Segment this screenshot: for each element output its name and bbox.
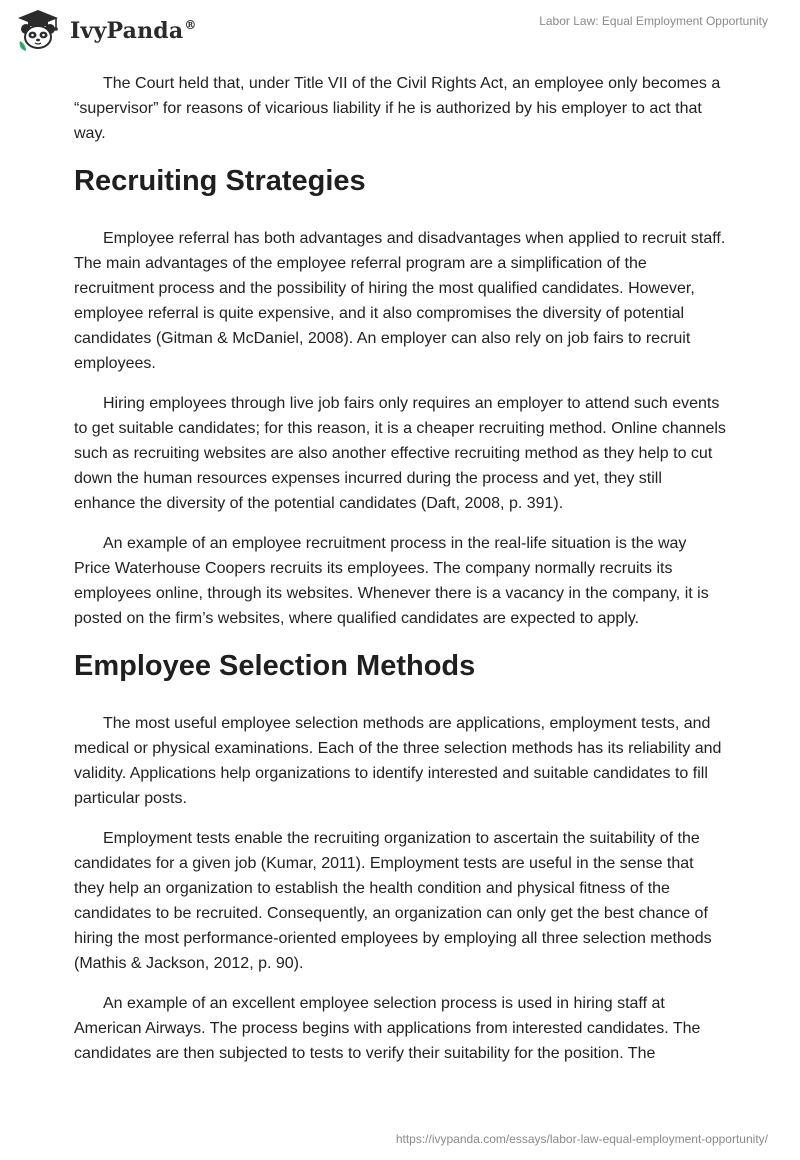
paragraph: An example of an employee recruitment process in the real-life situation is the way Price Waterhouse Coopers recruits its employees. The company normally recruits its employees online, through its websites. Whenever there is a vacancy in the company, it is posted on the firm’s websites, where qualified candidates are expected to apply. bbox=[74, 535, 709, 627]
source-url[interactable]: https://ivypanda.com/essays/labor-law-equal-employment-opportunity/ bbox=[395, 1132, 768, 1146]
intro-paragraph: The Court held that, under Title VII of the Civil Rights Act, an employee only becomes a “supervisor” for reasons of vicarious liability if he is authorized by his employer to act that way. bbox=[74, 75, 721, 142]
panda-graduate-icon bbox=[14, 7, 62, 55]
document-title: Labor Law: Equal Employment Opportunity bbox=[539, 14, 768, 28]
paragraph: Hiring employees through live job fairs only requires an employer to attend such events to get suitable candidates; for this reason, it is a cheaper recruiting method. Online channels such as recruiting websites are also another effective recruiting method as they help to cut down the human resources expenses incurred during the process and yet, they still enhance the diversity of the potential candidates (Daft, 2008, p. 391). bbox=[74, 395, 726, 512]
section-heading-employee-selection-methods: Employee Selection Methods bbox=[74, 650, 476, 682]
registered-mark: ® bbox=[184, 18, 197, 32]
paragraph: An example of an excellent employee selection process is used in hiring staff at American Airways. The process begins with applications from interested candidates. The candidates are then subjected to tests to verify their suitability for the position. The bbox=[74, 995, 701, 1062]
paragraph: The most useful employee selection methods are applications, employment tests, and medical or physical examinations. Each of the three selection methods has its reliability and validity. Applications help organizations to identify interested and suitable candidates to fill particular posts. bbox=[74, 715, 722, 807]
page-header bbox=[0, 0, 800, 60]
section-heading-recruiting-strategies: Recruiting Strategies bbox=[74, 165, 366, 197]
paragraph: Employee referral has both advantages and disadvantages when applied to recruit staff. The main advantages of the employee referral program are a simplification of the recruitment process and the possibility of hiring the most qualified candidates. However, employee referral is quite expensive, and it also compromises the diversity of potential candidates (Gitman & McDaniel, 2008). An employer can also rely on job fairs to recruit employees. bbox=[74, 230, 726, 372]
logo-wordmark bbox=[70, 18, 197, 44]
essay-content bbox=[74, 71, 726, 1081]
ivypanda-logo[interactable] bbox=[14, 7, 197, 55]
logo-text: IvyPanda bbox=[70, 18, 184, 44]
paragraph: Employment tests enable the recruiting organization to ascertain the suitability of the candidates for a given job (Kumar, 2011). Employment tests are useful in the sense that they help an organization to establish the health condition and physical fitness of the candidates to be recruited. Consequently, an organization can only get the best chance of hiring the most performance-oriented employees by employing all three selection methods (Mathis & Jackson, 2012, p. 90). bbox=[74, 830, 712, 972]
